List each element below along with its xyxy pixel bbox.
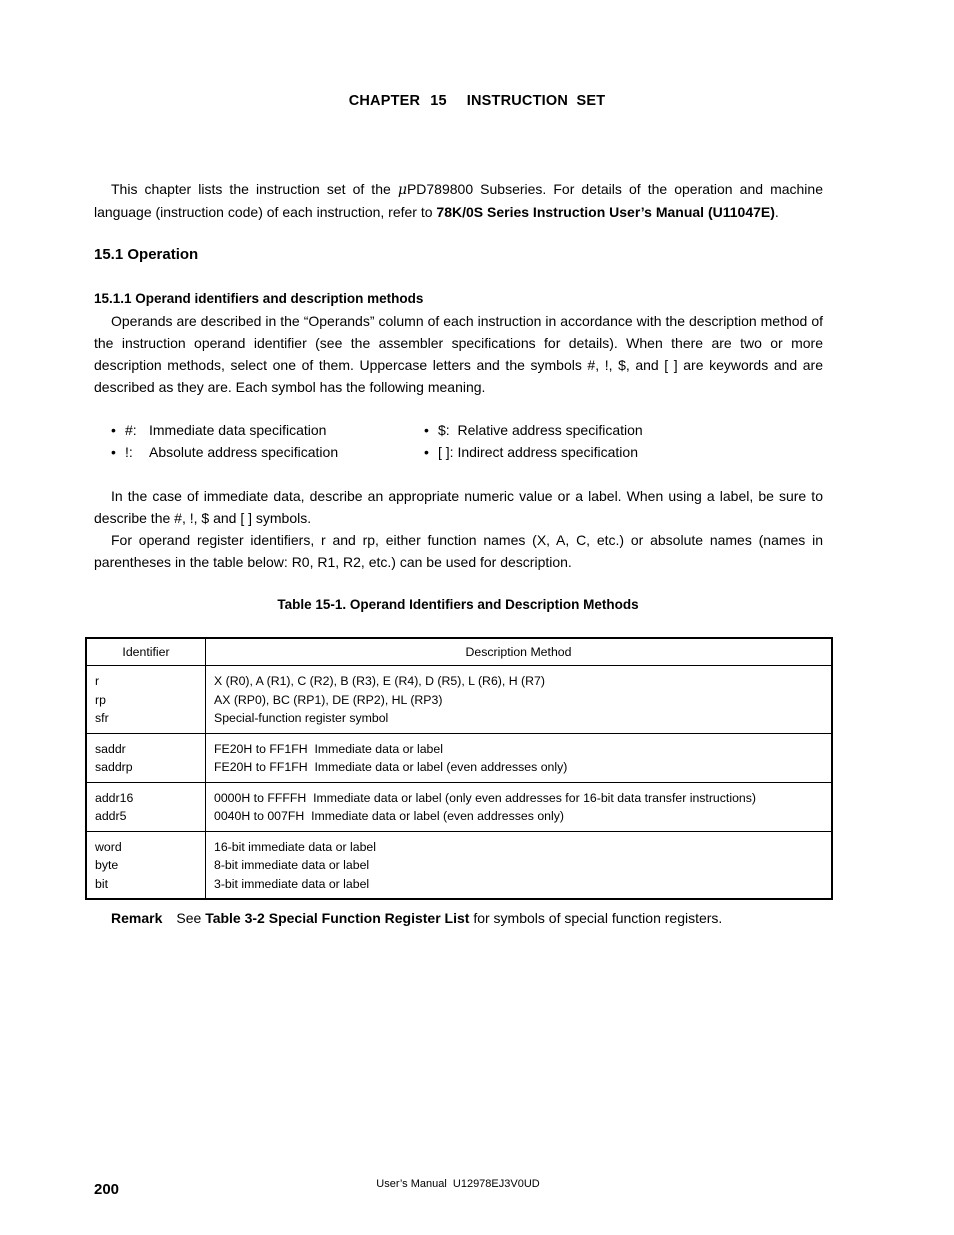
remark: Remark See Table 3-2 Special Function Register List for symbols of special function registers. (111, 910, 723, 926)
mu-symbol: μ (397, 182, 407, 198)
table-row (86, 782, 832, 831)
table-row (86, 831, 832, 899)
bullet-item: • #: Immediate data specification (111, 422, 327, 438)
intro-text-2: PD789800 Subseries. For details of the operation and machine language (instruction code) of each instruction, refer to (94, 181, 823, 220)
description-cell: FE20H to FF1FH Immediate data or label FE20H to FF1FH Immediate data or label (even addresses only) (206, 733, 833, 782)
section-heading: 15.1 Operation (94, 246, 199, 263)
operands-text: Operands are described in the “Operands” column of each instruction in accordance with the description method of the instruction operand identifier (see the assembler specifications for details). When there are two or more description methods, select one of them. Uppercase letters and the symbols #, !, $, and [ ] are keywords and are described as they are. Each symbol has the following meaning. (94, 313, 823, 395)
bullet-item: • [ ]: Indirect address specification (424, 444, 638, 460)
register-paragraph: For operand register identifiers, r and rp, either function names (X, A, C, etc.) or absolute names (names in parentheses in the table below: R0, R1, R2, etc.) can be used for description. (94, 532, 823, 570)
identifier-cell: r rp sfr (86, 666, 206, 734)
operands-paragraph (94, 310, 823, 398)
table-header-row (86, 638, 832, 666)
intro-text-1: This chapter lists the instruction set of the (111, 181, 398, 197)
chapter-number: 15 (430, 93, 447, 109)
intro-text-3: . (774, 204, 779, 220)
description-cell: 0000H to FFFFH Immediate data or label (only even addresses for 16-bit data transfer instructions) 0040H to 007FH Immediate data or label (even addresses only) (206, 782, 833, 831)
footer-manual: User’s Manual U12978EJ3V0UD (376, 1178, 540, 1190)
identifier-cell: addr16 addr5 (86, 782, 206, 831)
table-row (86, 666, 832, 734)
intro-reference: 78K/0S Series Instruction User’s Manual (U11047E) (436, 204, 775, 220)
remark-reference: Table 3-2 Special Function Register List (205, 910, 470, 926)
bullet-item: • $: Relative address specification (424, 422, 643, 438)
subsection-heading: 15.1.1 Operand identifiers and description methods (94, 291, 424, 306)
identifier-cell: saddr saddrp (86, 733, 206, 782)
intro-paragraph (94, 178, 823, 223)
chapter-title: INSTRUCTION SET (466, 93, 606, 109)
table-caption: Table 15-1. Operand Identifiers and Description Methods (277, 597, 639, 612)
identifier-cell: word byte bit (86, 831, 206, 899)
description-cell: 16-bit immediate data or label 8-bit immediate data or label 3-bit immediate data or label (206, 831, 833, 899)
remark-label: Remark (111, 910, 163, 926)
description-cell: X (R0), A (R1), C (R2), B (R3), E (R4), D (R5), L (R6), H (R7) AX (RP0), BC (RP1), DE (RP2), HL (RP3) Special-function register symbol (206, 666, 833, 734)
chapter-heading (0, 93, 954, 109)
bullet-item: • !: Absolute address specification (111, 444, 339, 460)
immediate-data-paragraph: In the case of immediate data, describe an appropriate numeric value or a label. When using a label, be sure to describe the #, !, $ and [ ] symbols. (94, 488, 823, 526)
header-identifier: Identifier (86, 638, 206, 666)
page-number: 200 (94, 1181, 120, 1198)
header-description: Description Method (206, 638, 833, 666)
table-row (86, 733, 832, 782)
chapter-label: CHAPTER (348, 93, 421, 109)
operand-table (85, 637, 833, 900)
